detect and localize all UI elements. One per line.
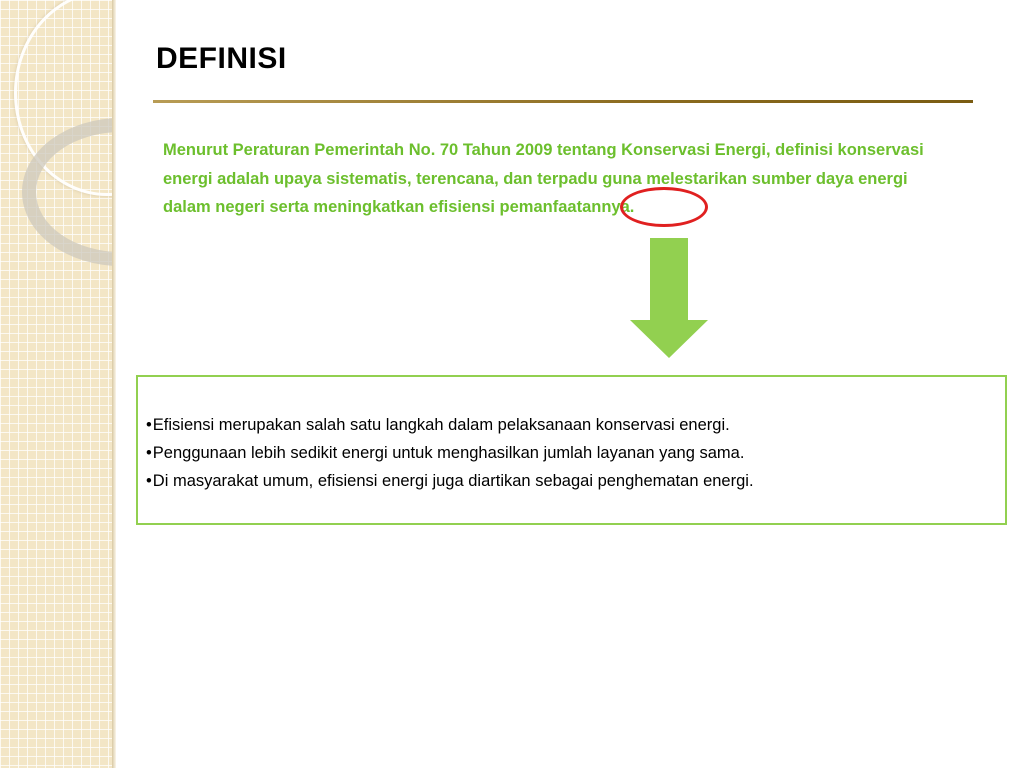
bullet-icon: •: [146, 444, 152, 462]
sidebar-edge: [112, 0, 116, 768]
slide-title: DEFINISI: [156, 42, 287, 75]
bullet-item-1: [146, 411, 754, 439]
bullet-icon: •: [146, 472, 152, 490]
title-underline: [153, 100, 973, 103]
bullet-text: Efisiensi merupakan salah satu langkah dalam pelaksanaan konservasi energi.: [152, 416, 730, 434]
bullet-text: Di masyarakat umum, efisiensi energi juga diartikan sebagai penghematan energi.: [152, 472, 754, 490]
down-arrow-icon: [628, 236, 710, 360]
bullet-icon: •: [146, 416, 152, 434]
definition-text: Menurut Peraturan Pemerintah No. 70 Tahun 2009 tentang Konservasi Energi, definisi konservasi energi adalah upaya sistematis, terencana, dan terpadu guna melestarikan sumber daya energi dalam negeri serta meningkatkan efisiensi pemanfaatannya.: [163, 141, 924, 216]
bullet-item-3: [146, 467, 754, 495]
bullet-list: [146, 411, 754, 495]
efficiency-info-box: [136, 375, 1007, 525]
highlight-circle-efisiensi: [620, 187, 708, 227]
down-arrow-shape: [630, 238, 708, 358]
bullet-item-2: [146, 439, 754, 467]
bullet-text: Penggunaan lebih sedikit energi untuk menghasilkan jumlah layanan yang sama.: [152, 444, 745, 462]
decorative-sidebar: [0, 0, 112, 768]
